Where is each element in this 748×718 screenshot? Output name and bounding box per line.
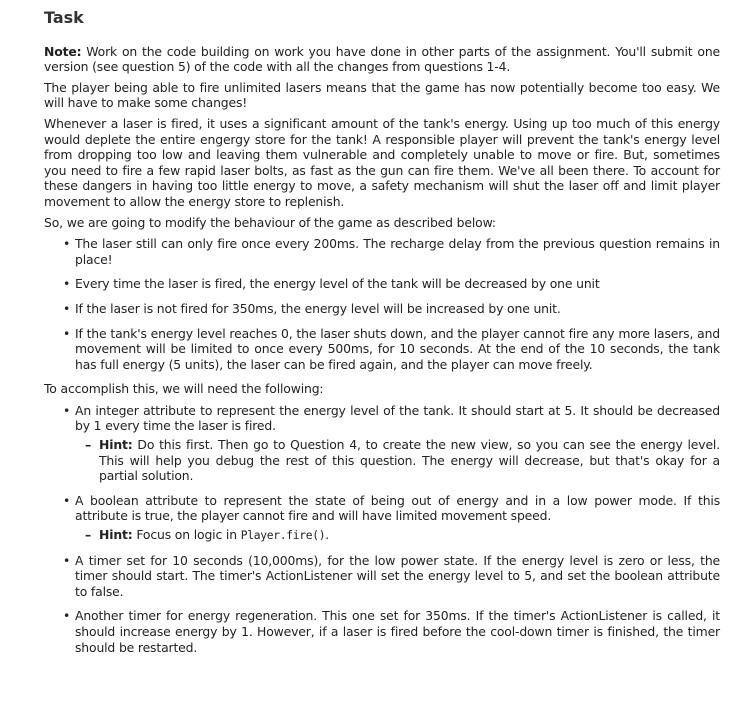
hint-list [75, 437, 720, 484]
page-title: Task [44, 8, 84, 27]
bullet-icon: • [63, 276, 71, 292]
bullet-icon: • [63, 300, 71, 316]
bullet-icon: • [63, 608, 71, 624]
list-item-text: Every time the laser is fired, the energy level of the tank will be decreased by one unit [75, 276, 600, 292]
note-text: Work on the code building on work you have done in other parts of the assignment. You'll submit one version (see question 5) of the code with all the changes from questions 1-4. [44, 43, 720, 75]
hint-item [75, 437, 720, 484]
list-item-text: The laser still can only fire once every 200ms. The recharge delay from the previous question remains in place! [75, 236, 720, 267]
accomplish-paragraph: To accomplish this, we will need the following: [44, 381, 324, 397]
hint-label: Hint: [99, 437, 133, 453]
list-item [44, 326, 720, 373]
hint-text: Focus on logic in [132, 527, 241, 543]
hint-text: Do this first. Then go to Question 4, to create the new view, so you can see the energy level. This will help you debug the rest of this question. The energy will decrease, but that's okay for a partial solution. [99, 437, 720, 484]
list-item-text: Another timer for energy regeneration. This one set for 350ms. If the timer's ActionListener is called, it should increase energy by 1. However, if a laser is fired before the cool-down timer is finished, the timer should be restarted. [75, 608, 720, 655]
list-item-text: If the laser is not fired for 350ms, the energy level will be increased by one unit. [75, 300, 561, 316]
hint-label: Hint: [99, 527, 133, 543]
list-item-text: If the tank's energy level reaches 0, the laser shuts down, and the player cannot fire any more lasers, and movement will be limited to once every 500ms, for 10 seconds. At the end of the 10 seconds, the tank has full energy (5 units), the laser can be fired again, and the player can move freely. [75, 325, 720, 372]
energy-paragraph: Whenever a laser is fired, it uses a significant amount of the tank's energy. Using up too much of this energy would deplete the entire engergy store for the tank! A responsible player will prevent the tank's energy level from dropping too low and leaving them vulnerable and completely unable to move or fire. But, sometimes you need to fire a few rapid laser bolts, as fast as the gun can fire them. We've all been there. To account for these dangers in having too little energy to move, a safety mechanism will shut the laser off and limit player movement to allow the energy store to replenish. [44, 115, 720, 209]
hint-code: Player.fire() [240, 529, 326, 543]
hint-list [75, 527, 720, 544]
dash-icon: – [85, 437, 92, 453]
bullet-icon: • [63, 236, 71, 252]
list-item [44, 276, 720, 292]
list-item [44, 608, 720, 655]
task-document [44, 10, 720, 664]
list-item [44, 403, 720, 484]
modify-paragraph: So, we are going to modify the behaviour of the game as described below: [44, 214, 496, 230]
hint-item [75, 527, 720, 544]
note-paragraph [44, 44, 720, 75]
bullet-icon: • [63, 552, 71, 568]
list-item-text: A timer set for 10 seconds (10,000ms), for the low power state. If the energy level is zero or less, the timer should start. The timer's ActionListener will set the energy level to 5, and set the boolean attribute to false. [75, 552, 720, 599]
list-item [44, 493, 720, 544]
rules-list [44, 236, 720, 372]
bullet-icon: • [63, 325, 71, 341]
intro-paragraph: The player being able to fire unlimited lasers means that the game has now potentially become too easy. We will have to make some changes! [44, 79, 720, 111]
requirements-list [44, 403, 720, 655]
list-item-text: A boolean attribute to represent the state of being out of energy and in a low power mode. If this attribute is true, the player cannot fire and will have limited movement speed. [75, 492, 720, 524]
note-label: Note: [44, 43, 82, 59]
bullet-icon: • [63, 492, 71, 508]
list-item [44, 236, 720, 267]
dash-icon: – [85, 527, 92, 543]
list-item [44, 553, 720, 600]
list-item [44, 301, 720, 317]
bullet-icon: • [63, 402, 71, 418]
list-item-text: An integer attribute to represent the energy level of the tank. It should start at 5. It should be decreased by 1 every time the laser is fired. [75, 402, 720, 434]
hint-text-end: . [325, 527, 330, 543]
